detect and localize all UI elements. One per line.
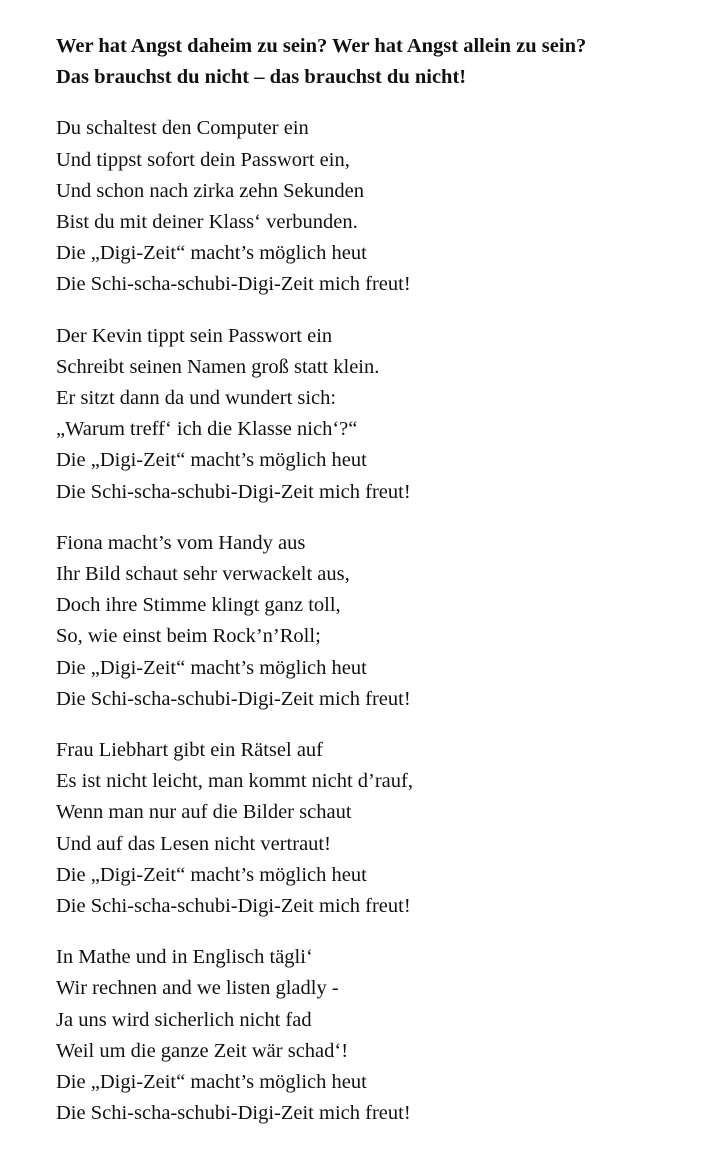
refrain	[56, 31, 706, 93]
document-page	[56, 31, 706, 1150]
verse-line: Die „Digi-Zeit“ macht’s möglich heut	[56, 242, 367, 265]
verse-line: Die „Digi-Zeit“ macht’s möglich heut	[56, 656, 367, 679]
stanza-5	[56, 942, 706, 1129]
stanza-3	[56, 528, 706, 715]
verse-line: Die „Digi-Zeit“ macht’s möglich heut	[56, 449, 367, 472]
refrain-line: Wer hat Angst daheim zu sein? Wer hat Angst allein zu sein?	[56, 35, 587, 57]
verse-line: Frau Liebhart gibt ein Rätsel auf	[56, 739, 323, 762]
verse-line: In Mathe und in Englisch tägli‘	[56, 946, 313, 969]
verse-line: Wir rechnen and we listen gladly -	[56, 977, 339, 1000]
verse-line: Die Schi-scha-schubi-Digi-Zeit mich freut!	[56, 687, 411, 710]
verse-line: So, wie einst beim Rock’n’Roll;	[56, 625, 321, 648]
verse-line: Fiona macht’s vom Handy aus	[56, 531, 306, 554]
verse-line: Die „Digi-Zeit“ macht’s möglich heut	[56, 1071, 367, 1094]
refrain-line: Das brauchst du nicht – das brauchst du nicht!	[56, 66, 467, 89]
verse-line: Wenn man nur auf die Bilder schaut	[56, 801, 352, 824]
verse-line: Doch ihre Stimme klingt ganz toll,	[56, 594, 341, 617]
verse-line: Und schon nach zirka zehn Sekunden	[56, 179, 364, 202]
stanza-2	[56, 321, 706, 508]
verse-line: Schreibt seinen Namen groß statt klein.	[56, 355, 380, 378]
verse-line: Die Schi-scha-schubi-Digi-Zeit mich freut!	[56, 895, 411, 918]
verse-line: Bist du mit deiner Klass‘ verbunden.	[56, 211, 358, 234]
verse-line: Die „Digi-Zeit“ macht’s möglich heut	[56, 863, 367, 886]
verse-line: Es ist nicht leicht, man kommt nicht d’rauf,	[56, 770, 413, 793]
verse-line: Ihr Bild schaut sehr verwackelt aus,	[56, 563, 350, 586]
verse-line: Die Schi-scha-schubi-Digi-Zeit mich freut!	[56, 273, 411, 296]
verse-line: Ja uns wird sicherlich nicht fad	[56, 1008, 312, 1031]
verse-line: „Warum treff‘ ich die Klasse nich‘?“	[56, 418, 358, 441]
verse-line: Er sitzt dann da und wundert sich:	[56, 387, 337, 410]
verse-line: Die Schi-scha-schubi-Digi-Zeit mich freut!	[56, 480, 411, 503]
stanza-1	[56, 113, 706, 300]
verse-line: Und tippst sofort dein Passwort ein,	[56, 148, 350, 171]
verse-line: Weil um die ganze Zeit wär schad‘!	[56, 1039, 349, 1062]
verse-line: Du schaltest den Computer ein	[56, 117, 309, 140]
verse-line: Die Schi-scha-schubi-Digi-Zeit mich freut!	[56, 1102, 411, 1125]
verse-line: Und auf das Lesen nicht vertraut!	[56, 832, 331, 855]
stanza-4	[56, 735, 706, 922]
verse-line: Der Kevin tippt sein Passwort ein	[56, 324, 333, 347]
